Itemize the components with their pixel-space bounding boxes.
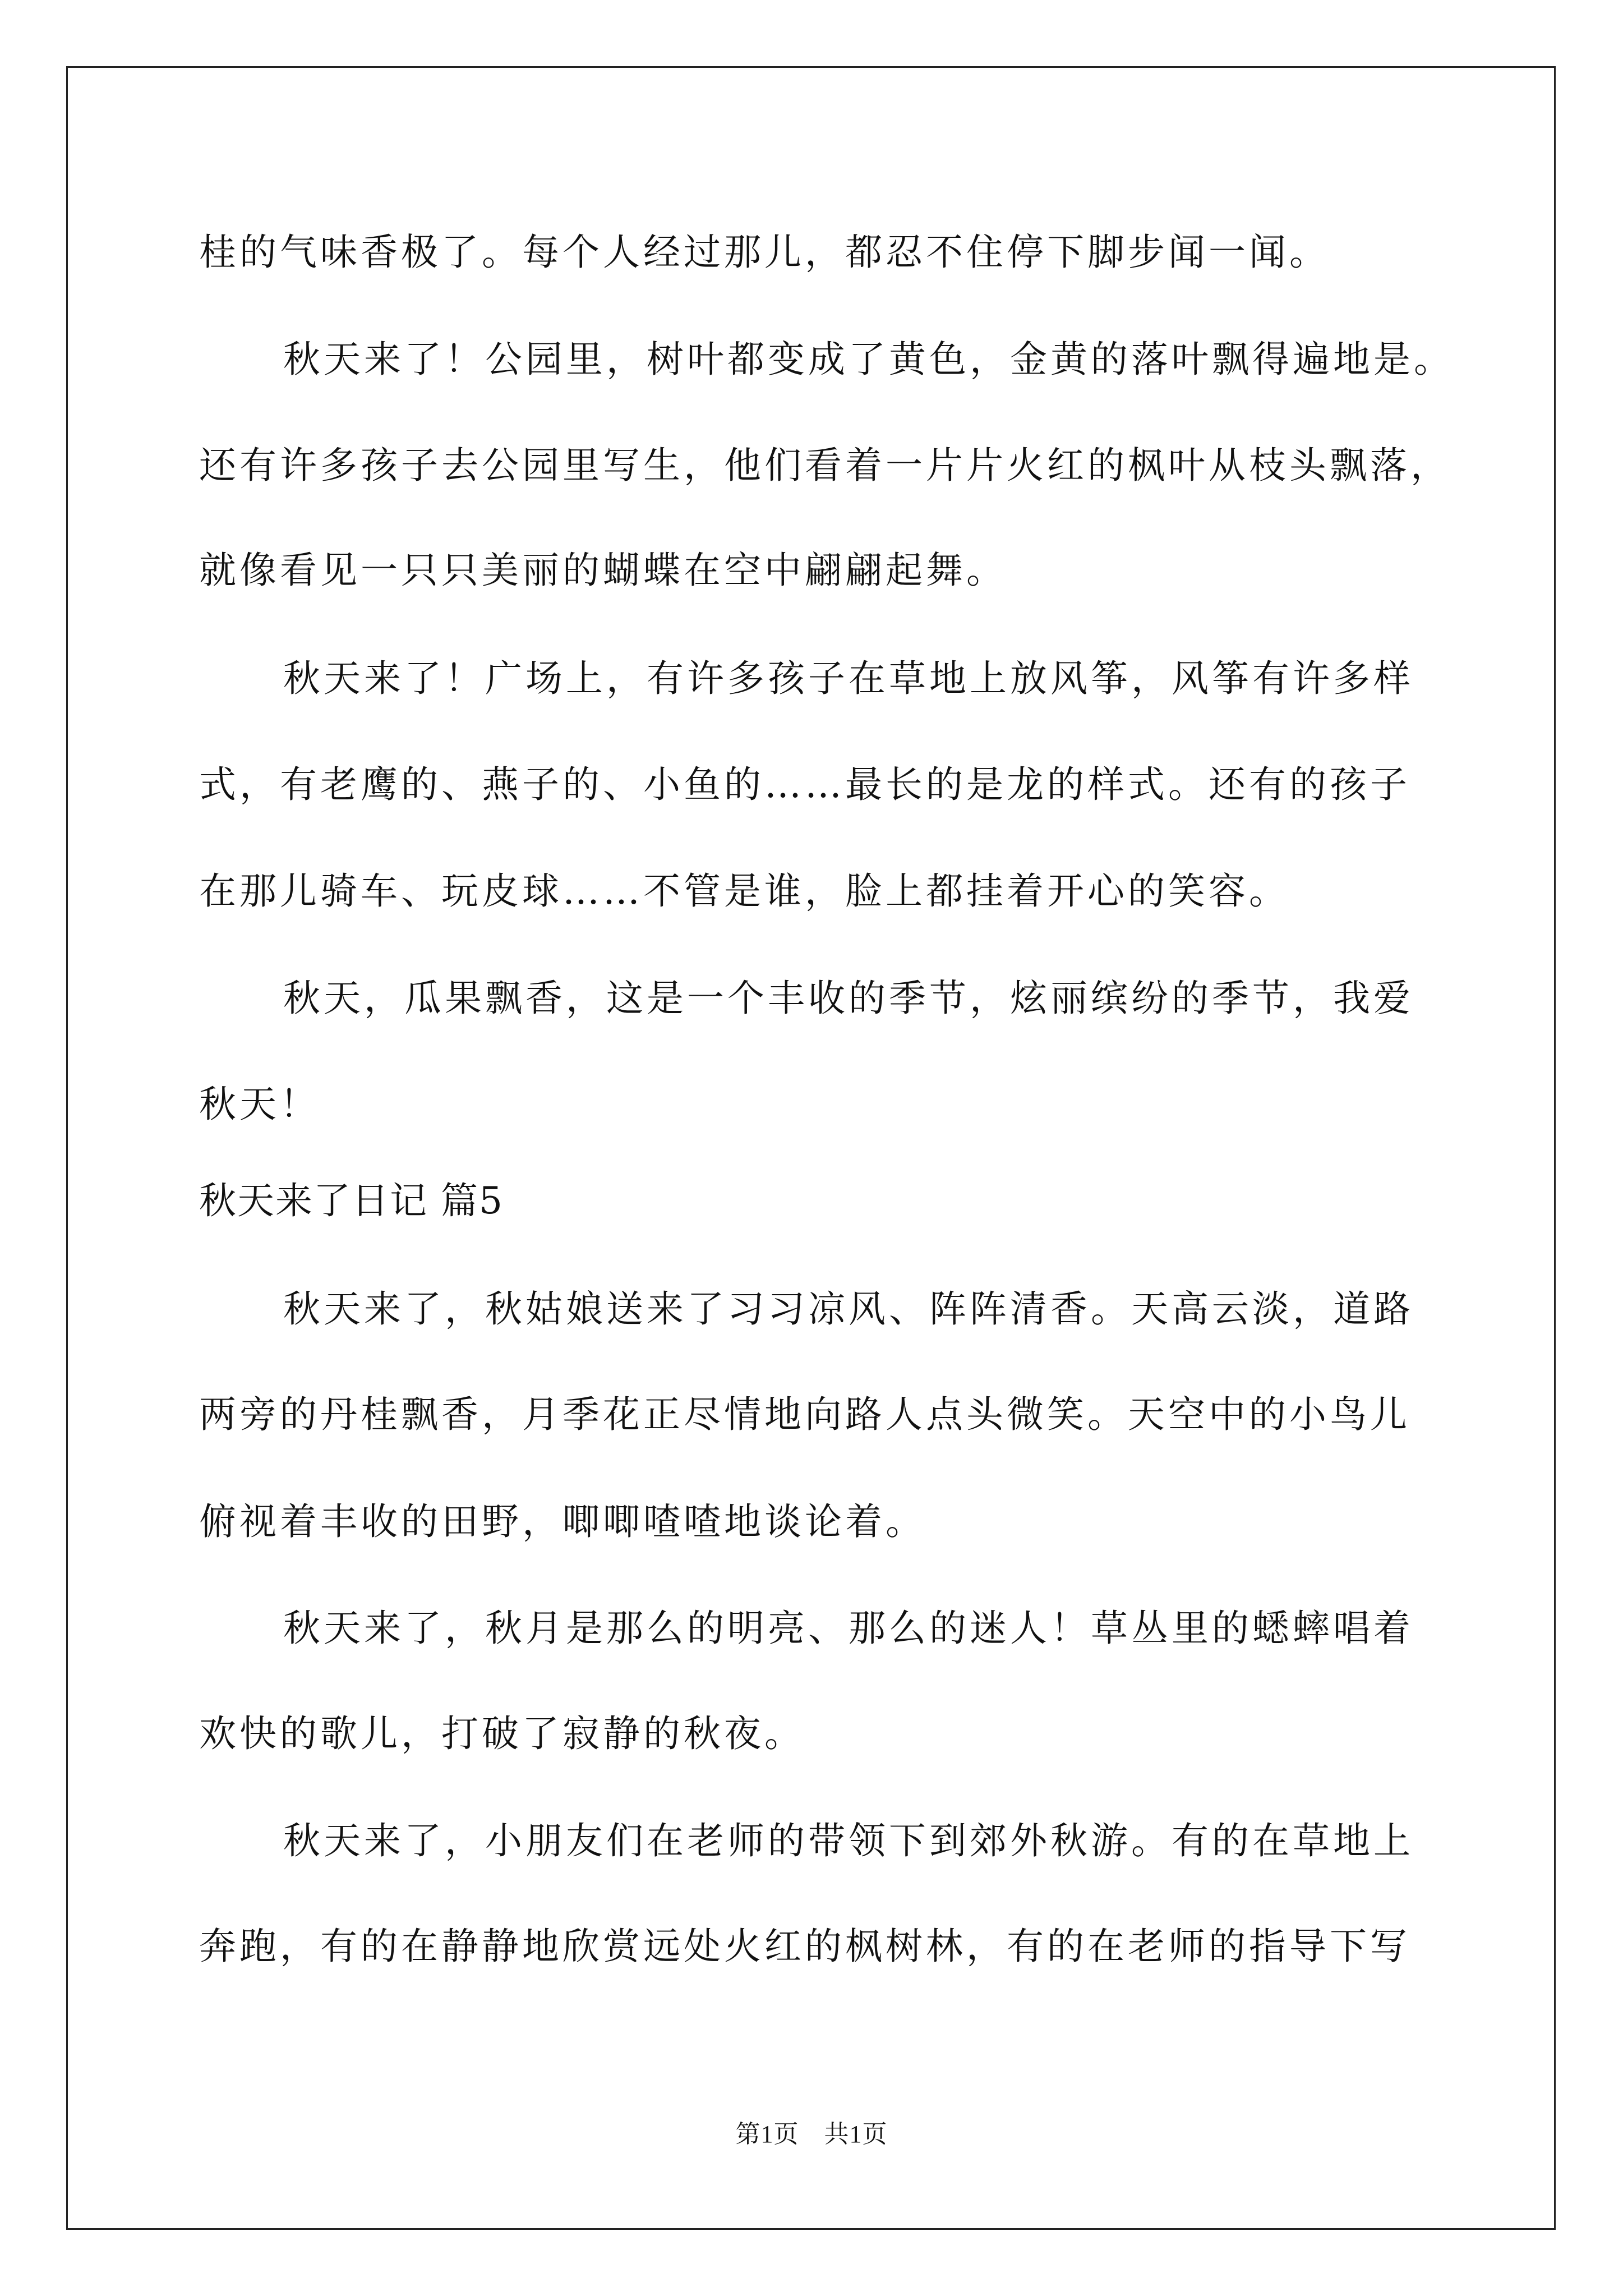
paragraph-line: 还有许多孩子去公园里写生，他们看着一片片火红的枫叶从枝头飘落， bbox=[199, 444, 1451, 487]
paragraph-line: 欢快的歌儿，打破了寂静的秋夜。 bbox=[199, 1712, 805, 1755]
paragraph-line: 奔跑，有的在静静地欣赏远处火红的枫树林，有的在老师的指导下写 bbox=[199, 1925, 1410, 1968]
section-heading: 秋天来了日记 篇5 bbox=[199, 1179, 504, 1222]
paragraph-line: 俯视着丰收的田野，唧唧喳喳地谈论着。 bbox=[199, 1500, 926, 1543]
page-footer: 第1页 共1页 bbox=[735, 2120, 888, 2148]
paragraph-line: 在那儿骑车、玩皮球……不管是谁，脸上都挂着开心的笑容。 bbox=[199, 869, 1289, 913]
paragraph-line: 秋天来了，秋月是那么的明亮、那么的迷人！草丛里的蟋蟀唱着 bbox=[283, 1607, 1414, 1650]
paragraph-line: 两旁的丹桂飘香，月季花正尽情地向路人点头微笑。天空中的小鸟儿 bbox=[199, 1393, 1410, 1436]
paragraph-line: 秋天来了，秋姑娘送来了习习凉风、阵阵清香。天高云淡，道路 bbox=[283, 1287, 1414, 1331]
paragraph-line: 秋天来了！广场上，有许多孩子在草地上放风筝，风筝有许多样 bbox=[283, 657, 1414, 700]
paragraph-line: 秋天！ bbox=[199, 1083, 320, 1126]
paragraph-line: 桂的气味香极了。每个人经过那儿，都忍不住停下脚步闻一闻。 bbox=[199, 231, 1330, 274]
paragraph-line: 秋天来了！公园里，树叶都变成了黄色，金黄的落叶飘得遍地是。 bbox=[283, 338, 1454, 381]
paragraph-line: 秋天来了，小朋友们在老师的带领下到郊外秋游。有的在草地上 bbox=[283, 1819, 1414, 1862]
paragraph-line: 式，有老鹰的、燕子的、小鱼的……最长的是龙的样式。还有的孩子 bbox=[199, 763, 1410, 806]
page-border bbox=[66, 66, 1556, 2230]
paragraph-line: 秋天，瓜果飘香，这是一个丰收的季节，炫丽缤纷的季节，我爱 bbox=[283, 977, 1414, 1020]
paragraph-line: 就像看见一只只美丽的蝴蝶在空中翩翩起舞。 bbox=[199, 549, 1007, 592]
